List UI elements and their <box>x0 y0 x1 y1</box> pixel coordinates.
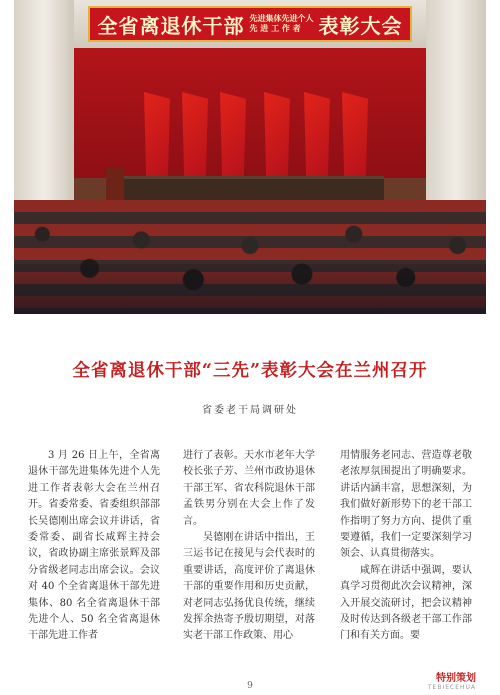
red-flag <box>342 92 368 176</box>
section-title: 特别策划 <box>436 673 476 684</box>
podium-table <box>124 176 384 203</box>
audience <box>14 200 486 314</box>
paragraph: 进行了表彰。天水市老年大学校长张子芳、兰州市政协退休干部王军、省农科院退休干部孟铁男分别在大会上作了发言。 <box>183 450 315 527</box>
stage-backdrop <box>74 48 426 178</box>
banner-sub-bottom: 先 进 工 作 者 <box>249 24 301 33</box>
banner-main-right: 表彰大会 <box>318 13 403 38</box>
red-flag <box>304 92 330 176</box>
red-flag <box>264 92 290 176</box>
article-column-3 <box>340 448 472 645</box>
article-column-1 <box>28 448 160 645</box>
conference-photo <box>14 0 486 314</box>
stage-banner <box>88 6 412 42</box>
article-byline: 省委老干局调研处 <box>202 405 298 416</box>
section-tag <box>428 669 476 691</box>
section-title-latin: TEBIECEHUA <box>427 684 476 691</box>
paragraph: 3 月 26 日上午，全省离退休干部先进集体先进个人先进工作者表彰大会在兰州召开。省委常委、省委组织部部长吴德刚出席会议并讲话，省委常委、副省长咸辉主持会议，省政协副主席张景辉及部分省级老同志出席会议。会议对 40 个全省离退休干部先进集体、80 名全省离退休干部先进个人、50 名全省离退休干部先进工作者 <box>28 450 160 642</box>
left-pillar <box>14 0 74 210</box>
red-flag <box>220 92 246 176</box>
right-pillar <box>426 0 486 210</box>
article-headline: 全省离退休干部“三先”表彰大会在兰州召开 <box>72 361 428 381</box>
paragraph: 用情服务老同志、营造尊老敬老浓厚氛围提出了明确要求。讲话内涵丰富，思想深刻，为我们做好新形势下的老干部工作指明了努力方向、提供了重要遵循，我们一定要深刻学习领会、认真贯彻落实。 <box>340 450 472 560</box>
red-flag <box>182 92 208 176</box>
page-number: 9 <box>247 681 253 691</box>
red-flag <box>144 92 170 176</box>
banner-sub-top: 先进集体先进个人 <box>249 14 314 23</box>
paragraph: 咸辉在讲话中强调，要认真学习贯彻此次会议精神，深入开展交流研讨，把会议精神及时传达到各级老干部工作部门和有关方面。要 <box>340 564 472 642</box>
banner-main-left: 全省离退休干部 <box>97 13 245 38</box>
article-column-2 <box>183 448 315 645</box>
banner-sub <box>250 14 314 34</box>
paragraph: 吴德刚在讲话中指出，王三运书记在接见与会代表时的重要讲话，高度评价了离退休干部的重要作用和历史贡献，对老同志弘扬优良传统，继续发挥余热寄予殷切期望，对落实老干部工作政策、用心 <box>183 532 315 642</box>
